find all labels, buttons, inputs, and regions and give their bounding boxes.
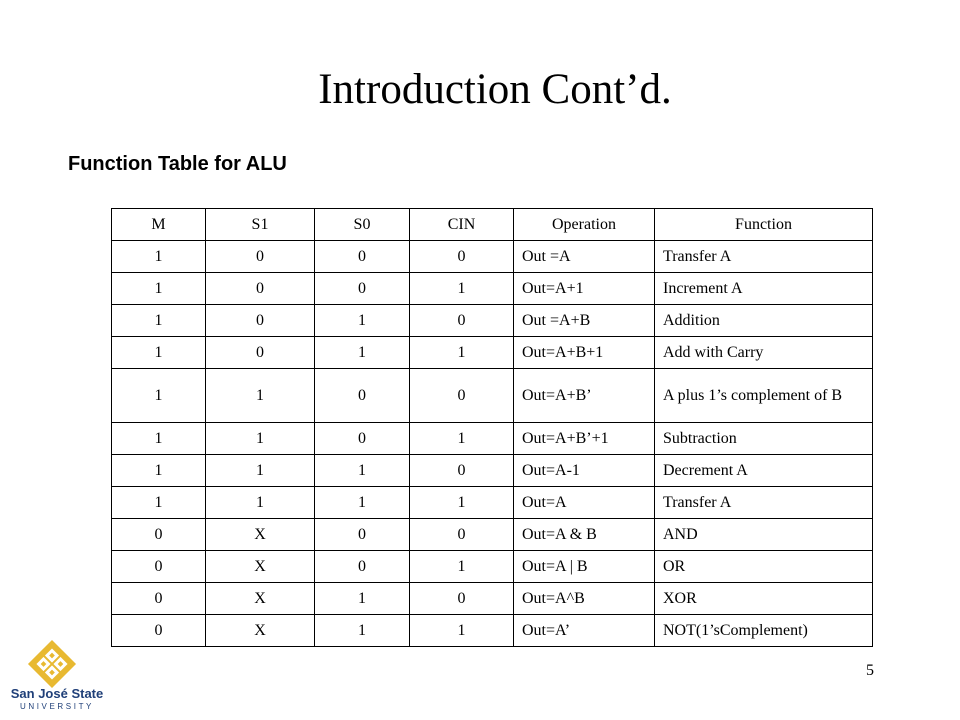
table-cell: A plus 1’s complement of B: [655, 369, 873, 423]
table-row: [112, 273, 873, 305]
table-cell: 1: [206, 455, 315, 487]
table-row: [112, 455, 873, 487]
logo-name: San José State: [10, 686, 104, 701]
table-cell: 0: [410, 369, 514, 423]
table-cell: 0: [206, 337, 315, 369]
table-cell: 1: [410, 487, 514, 519]
table-cell: Out=A | B: [514, 551, 655, 583]
table-cell: X: [206, 519, 315, 551]
header-operation: Operation: [514, 209, 655, 241]
header-s0: S0: [315, 209, 410, 241]
table-row: [112, 369, 873, 423]
table-caption: Function Table for ALU: [68, 153, 287, 175]
table-cell: OR: [655, 551, 873, 583]
table-cell: Out =A+B: [514, 305, 655, 337]
table-cell: Out=A’: [514, 615, 655, 647]
table-cell: 1: [315, 455, 410, 487]
table-cell: 1: [112, 369, 206, 423]
table-cell: X: [206, 615, 315, 647]
table-row: [112, 337, 873, 369]
table-cell: 0: [206, 241, 315, 273]
table-cell: 0: [315, 423, 410, 455]
page-number: 5: [866, 662, 874, 679]
table-cell: 0: [410, 305, 514, 337]
table-row: [112, 241, 873, 273]
table-cell: 0: [315, 273, 410, 305]
table-cell: 0: [206, 273, 315, 305]
table-cell: NOT(1’sComplement): [655, 615, 873, 647]
table-cell: Transfer A: [655, 241, 873, 273]
table-cell: 1: [410, 551, 514, 583]
sjsu-sunburst-icon: [0, 636, 104, 688]
table-cell: 0: [112, 519, 206, 551]
table-row: [112, 423, 873, 455]
table-cell: 0: [315, 519, 410, 551]
table-cell: X: [206, 551, 315, 583]
table-cell: Add with Carry: [655, 337, 873, 369]
table-cell: 0: [206, 305, 315, 337]
table-cell: Increment A: [655, 273, 873, 305]
table-cell: 1: [112, 337, 206, 369]
table-cell: Out=A+B+1: [514, 337, 655, 369]
table-cell: 1: [315, 305, 410, 337]
table-cell: 0: [112, 583, 206, 615]
table-cell: Out =A: [514, 241, 655, 273]
table-cell: X: [206, 583, 315, 615]
table-row: [112, 487, 873, 519]
alu-function-table: [111, 208, 873, 647]
table-cell: Transfer A: [655, 487, 873, 519]
table-header-row: [112, 209, 873, 241]
table-cell: 1: [112, 241, 206, 273]
table-cell: 0: [410, 519, 514, 551]
university-logo: [0, 636, 104, 720]
table-row: [112, 519, 873, 551]
table-cell: Subtraction: [655, 423, 873, 455]
table-cell: 1: [112, 455, 206, 487]
table-cell: 1: [206, 487, 315, 519]
table-row: [112, 551, 873, 583]
table-cell: Out=A: [514, 487, 655, 519]
table-row: [112, 305, 873, 337]
table-cell: 1: [112, 487, 206, 519]
table-cell: 1: [410, 273, 514, 305]
table-cell: 0: [112, 615, 206, 647]
header-m: M: [112, 209, 206, 241]
table-cell: Out=A+B’+1: [514, 423, 655, 455]
table-cell: 1: [315, 487, 410, 519]
table-cell: 0: [112, 551, 206, 583]
table-cell: 1: [112, 273, 206, 305]
table-cell: 1: [206, 423, 315, 455]
table-cell: 0: [315, 369, 410, 423]
table-cell: 1: [112, 305, 206, 337]
logo-university: UNIVERSITY: [19, 702, 94, 711]
table-cell: Out=A & B: [514, 519, 655, 551]
header-s1: S1: [206, 209, 315, 241]
table-cell: 0: [315, 551, 410, 583]
table-cell: 1: [410, 423, 514, 455]
table-row: [112, 583, 873, 615]
table-cell: 1: [315, 615, 410, 647]
table-cell: AND: [655, 519, 873, 551]
table-cell: Out=A+1: [514, 273, 655, 305]
table-cell: 0: [410, 455, 514, 487]
table-cell: 1: [112, 423, 206, 455]
table-cell: 0: [315, 241, 410, 273]
table-cell: Decrement A: [655, 455, 873, 487]
table-cell: Out=A+B’: [514, 369, 655, 423]
table-cell: 1: [410, 337, 514, 369]
table-row: [112, 615, 873, 647]
table-cell: XOR: [655, 583, 873, 615]
table-cell: Out=A-1: [514, 455, 655, 487]
slide-title: Introduction Cont’d.: [318, 66, 672, 113]
table-cell: 1: [410, 615, 514, 647]
table-cell: 1: [315, 337, 410, 369]
header-function: Function: [655, 209, 873, 241]
table-cell: 0: [410, 583, 514, 615]
table-cell: 1: [206, 369, 315, 423]
table-cell: 0: [410, 241, 514, 273]
header-cin: CIN: [410, 209, 514, 241]
table-cell: 1: [315, 583, 410, 615]
table-cell: Out=A^B: [514, 583, 655, 615]
table-cell: Addition: [655, 305, 873, 337]
